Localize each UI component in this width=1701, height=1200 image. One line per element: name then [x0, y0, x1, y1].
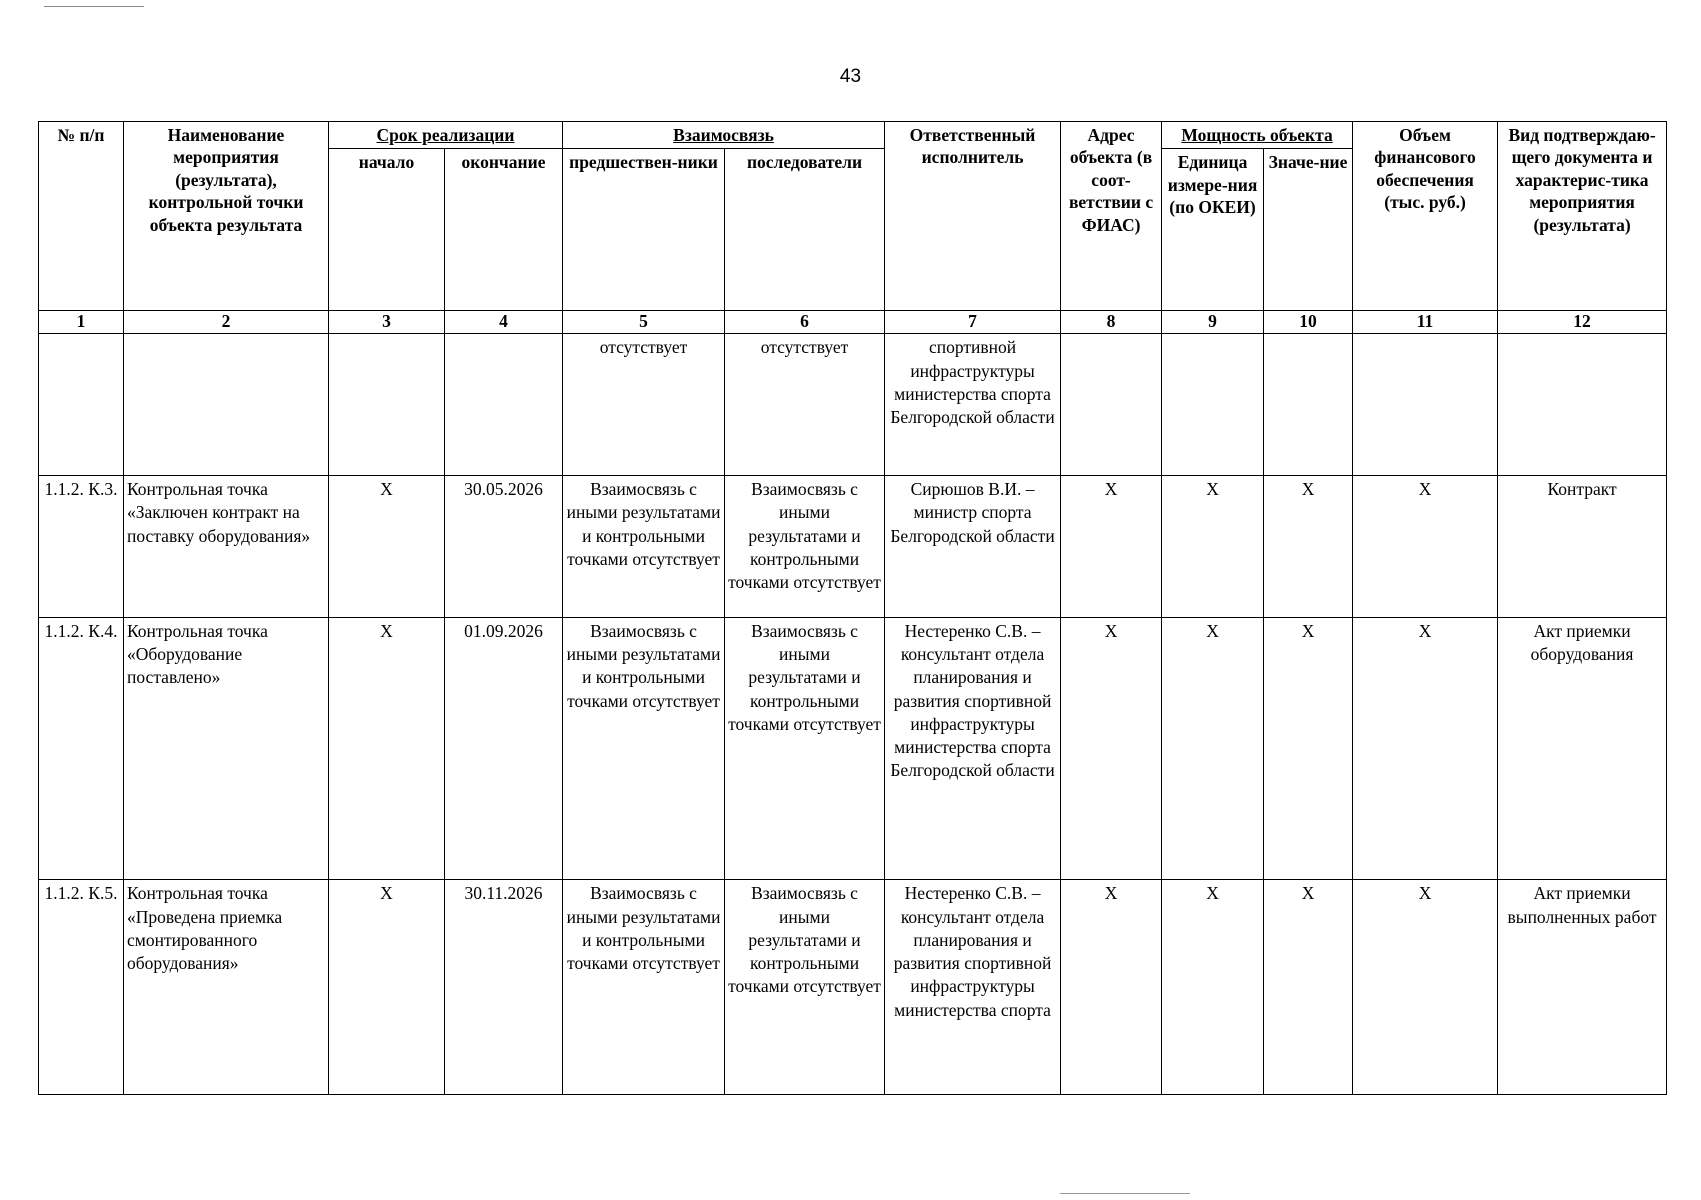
cell-num: 1.1.2. К.4.: [39, 617, 124, 879]
header-name: Наименование мероприятия (результата), контрольной точки объекта результата: [124, 122, 329, 311]
cell-unit: [1162, 334, 1264, 476]
cell-prev: Взаимосвязь с иными результатами и контрольными точками отсутствует: [563, 880, 725, 1095]
cell-responsible: Нестеренко С.В. – консультант отдела планирования и развития спортивной инфраструктуры министерства спорта: [885, 880, 1061, 1095]
cell-value: X: [1264, 880, 1353, 1095]
cell-end: 30.11.2026: [445, 880, 563, 1095]
cell-prev: Взаимосвязь с иными результатами и контрольными точками отсутствует: [563, 476, 725, 618]
top-rule: [44, 6, 144, 7]
cell-doc: Акт приемки выполненных работ: [1498, 880, 1667, 1095]
header-finance: Объем финансового обеспечения (тыс. руб.): [1353, 122, 1498, 311]
column-number: 4: [445, 311, 563, 334]
cell-finance: X: [1353, 617, 1498, 879]
cell-start: X: [329, 880, 445, 1095]
cell-start: X: [329, 617, 445, 879]
cell-num: 1.1.2. К.5.: [39, 880, 124, 1095]
cell-finance: X: [1353, 476, 1498, 618]
table-row: [39, 476, 1667, 618]
column-number: 10: [1264, 311, 1353, 334]
cell-prev: Взаимосвязь с иными результатами и контрольными точками отсутствует: [563, 617, 725, 879]
cell-name: Контрольная точка «Заключен контракт на поставку оборудования»: [124, 476, 329, 618]
cell-value: [1264, 334, 1353, 476]
header-address: Адрес объекта (в соот-ветствии с ФИАС): [1061, 122, 1162, 311]
header-num: № п/п: [39, 122, 124, 311]
bottom-rule: [1060, 1193, 1190, 1194]
header-cap-value: Значе-ние: [1264, 149, 1353, 311]
cell-doc: [1498, 334, 1667, 476]
cell-end: [445, 334, 563, 476]
column-number: 6: [725, 311, 885, 334]
cell-responsible: Сирюшов В.И. – министр спорта Белгородской области: [885, 476, 1061, 618]
cell-unit: X: [1162, 880, 1264, 1095]
cell-address: X: [1061, 617, 1162, 879]
column-number: 11: [1353, 311, 1498, 334]
column-number: 7: [885, 311, 1061, 334]
table-row: [39, 617, 1667, 879]
cell-prev: отсутствует: [563, 334, 725, 476]
column-number: 9: [1162, 311, 1264, 334]
cell-end: 01.09.2026: [445, 617, 563, 879]
header-row-1: [39, 122, 1667, 149]
cell-end: 30.05.2026: [445, 476, 563, 618]
events-table: [38, 121, 1667, 1095]
cell-start: X: [329, 476, 445, 618]
cell-next: Взаимосвязь с иными результатами и контрольными точками отсутствует: [725, 880, 885, 1095]
column-number: 3: [329, 311, 445, 334]
column-number: 12: [1498, 311, 1667, 334]
column-number: 5: [563, 311, 725, 334]
column-number: 2: [124, 311, 329, 334]
cell-next: отсутствует: [725, 334, 885, 476]
cell-doc: Акт приемки оборудования: [1498, 617, 1667, 879]
cell-num: 1.1.2. К.3.: [39, 476, 124, 618]
cell-start: [329, 334, 445, 476]
cell-unit: X: [1162, 476, 1264, 618]
header-responsible: Ответственный исполнитель: [885, 122, 1061, 311]
cell-responsible: спортивной инфраструктуры министерства спорта Белгородской области: [885, 334, 1061, 476]
column-number: 1: [39, 311, 124, 334]
cell-finance: [1353, 334, 1498, 476]
header-link-prev: предшествен-ники: [563, 149, 725, 311]
cell-name: [124, 334, 329, 476]
cell-value: X: [1264, 476, 1353, 618]
header-cap-unit: Единица измере-ния (по ОКЕИ): [1162, 149, 1264, 311]
cell-num: [39, 334, 124, 476]
cell-responsible: Нестеренко С.В. – консультант отдела планирования и развития спортивной инфраструктуры министерства спорта Белгородской области: [885, 617, 1061, 879]
column-numbers-row: [39, 311, 1667, 334]
cell-address: X: [1061, 476, 1162, 618]
cell-value: X: [1264, 617, 1353, 879]
header-capacity: Мощность объекта: [1162, 122, 1353, 149]
cell-next: Взаимосвязь с иными результатами и контрольными точками отсутствует: [725, 617, 885, 879]
header-term-start: начало: [329, 149, 445, 311]
header-link: Взаимосвязь: [563, 122, 885, 149]
header-term: Срок реализации: [329, 122, 563, 149]
header-term-end: окончание: [445, 149, 563, 311]
table-row: [39, 880, 1667, 1095]
header-link-next: последователи: [725, 149, 885, 311]
page-number: 43: [839, 66, 862, 87]
column-number: 8: [1061, 311, 1162, 334]
header-doc: Вид подтверждаю-щего документа и характерис-тика мероприятия (результата): [1498, 122, 1667, 311]
cell-name: Контрольная точка «Оборудование поставлено»: [124, 617, 329, 879]
cell-name: Контрольная точка «Проведена приемка смонтированного оборудования»: [124, 880, 329, 1095]
cell-address: [1061, 334, 1162, 476]
cell-unit: X: [1162, 617, 1264, 879]
cell-next: Взаимосвязь с иными результатами и контрольными точками отсутствует: [725, 476, 885, 618]
cell-address: X: [1061, 880, 1162, 1095]
cell-doc: Контракт: [1498, 476, 1667, 618]
table-row: [39, 334, 1667, 476]
cell-finance: X: [1353, 880, 1498, 1095]
